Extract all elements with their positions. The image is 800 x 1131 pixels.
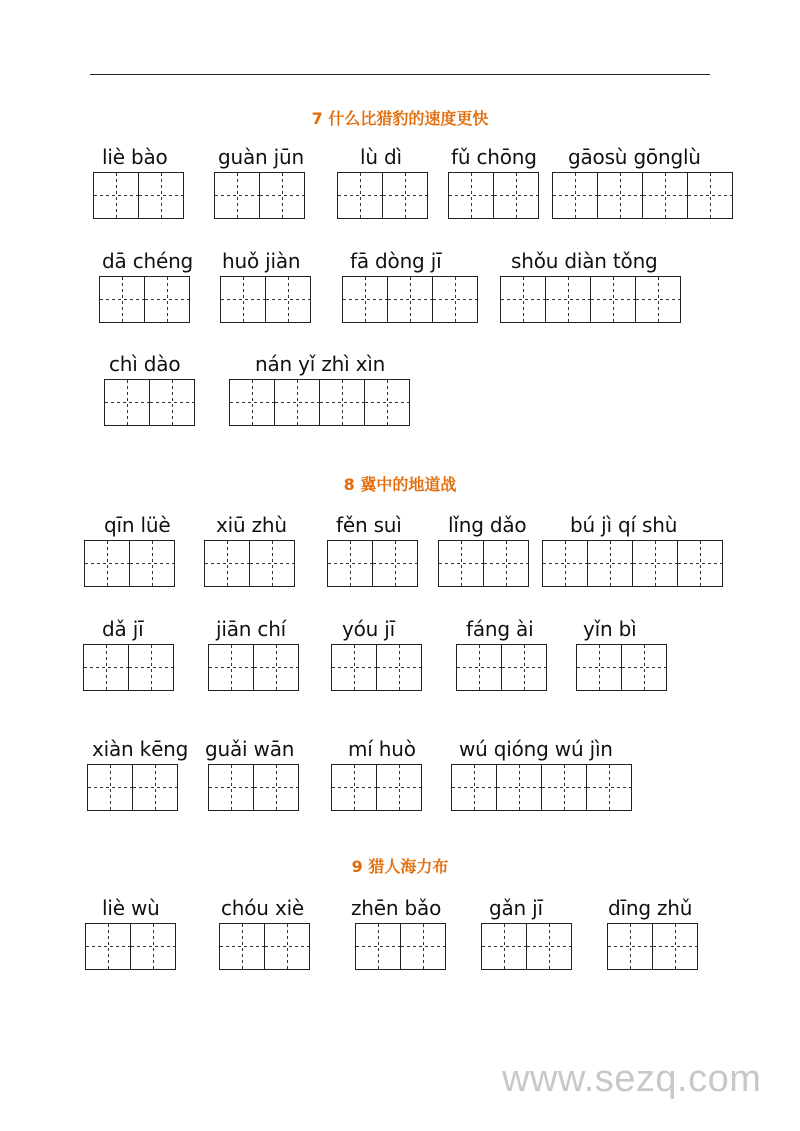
word-item — [576, 616, 667, 691]
character-box[interactable] — [433, 277, 478, 322]
word-item — [438, 512, 529, 587]
writing-grid — [500, 276, 681, 323]
character-box[interactable] — [332, 765, 377, 810]
character-box[interactable] — [85, 541, 130, 586]
word-item — [481, 895, 572, 970]
character-box[interactable] — [230, 380, 275, 425]
pinyin-label: bú jì qí shù — [570, 513, 678, 537]
writing-grid — [83, 644, 174, 691]
pinyin-label: dā chéng — [102, 249, 194, 273]
pinyin-label: huǒ jiàn — [222, 249, 301, 273]
writing-grid — [208, 644, 299, 691]
word-item — [204, 512, 295, 587]
word-item — [220, 248, 311, 323]
word-item — [208, 616, 299, 691]
character-box[interactable] — [88, 765, 133, 810]
pinyin-label: shǒu diàn tǒng — [511, 249, 658, 273]
character-box[interactable] — [215, 173, 260, 218]
pinyin-label: jiān chí — [216, 617, 287, 641]
word-item — [83, 616, 174, 691]
writing-grid — [208, 764, 299, 811]
character-box[interactable] — [502, 645, 547, 690]
character-box[interactable] — [133, 765, 178, 810]
section-title-7: 7 什么比猎豹的速度更快 — [311, 109, 489, 128]
writing-grid — [93, 172, 184, 219]
character-box[interactable] — [100, 277, 145, 322]
character-box[interactable] — [265, 924, 310, 969]
character-box[interactable] — [150, 380, 195, 425]
character-box[interactable] — [343, 277, 388, 322]
character-box[interactable] — [497, 765, 542, 810]
character-box[interactable] — [84, 645, 129, 690]
pinyin-label: liè wù — [102, 896, 160, 920]
character-box[interactable] — [643, 173, 688, 218]
word-item — [331, 736, 422, 811]
character-box[interactable] — [356, 924, 401, 969]
pinyin-label: dǎ jī — [102, 617, 144, 641]
pinyin-label: liè bào — [102, 145, 168, 169]
character-box[interactable] — [139, 173, 184, 218]
character-box[interactable] — [266, 277, 311, 322]
writing-grid — [552, 172, 733, 219]
word-item — [104, 351, 195, 426]
writing-grid — [87, 764, 178, 811]
character-box[interactable] — [209, 645, 254, 690]
character-box[interactable] — [688, 173, 733, 218]
writing-grid — [331, 644, 422, 691]
writing-grid — [219, 923, 310, 970]
character-box[interactable] — [105, 380, 150, 425]
character-box[interactable] — [653, 924, 698, 969]
character-box[interactable] — [484, 541, 529, 586]
pinyin-label: yǐn bì — [583, 617, 637, 641]
writing-grid — [214, 172, 305, 219]
writing-grid — [104, 379, 195, 426]
pinyin-label: fáng ài — [466, 617, 534, 641]
character-box[interactable] — [383, 173, 428, 218]
pinyin-label: nán yǐ zhì xìn — [255, 352, 386, 376]
writing-grid — [331, 764, 422, 811]
pinyin-label: xiàn kēng — [92, 737, 189, 761]
character-box[interactable] — [388, 277, 433, 322]
character-box[interactable] — [678, 541, 723, 586]
word-item — [552, 144, 733, 219]
writing-grid — [607, 923, 698, 970]
pinyin-label: guǎi wān — [205, 737, 295, 761]
character-box[interactable] — [129, 645, 174, 690]
word-item — [229, 351, 410, 426]
character-box[interactable] — [250, 541, 295, 586]
character-box[interactable] — [598, 173, 643, 218]
character-box[interactable] — [608, 924, 653, 969]
pinyin-label: yóu jī — [342, 617, 396, 641]
character-box[interactable] — [527, 924, 572, 969]
character-box[interactable] — [577, 645, 622, 690]
word-item — [500, 248, 681, 323]
character-box[interactable] — [275, 380, 320, 425]
character-box[interactable] — [377, 765, 422, 810]
word-item — [451, 736, 632, 811]
writing-grid — [85, 923, 176, 970]
writing-grid — [451, 764, 632, 811]
pinyin-label: mí huò — [348, 737, 416, 761]
word-item — [542, 512, 723, 587]
character-box[interactable] — [338, 173, 383, 218]
watermark: www.sezq.com — [502, 1058, 762, 1100]
word-item — [448, 144, 539, 219]
character-box[interactable] — [457, 645, 502, 690]
writing-grid — [99, 276, 190, 323]
writing-grid — [229, 379, 410, 426]
word-item — [87, 736, 188, 811]
word-item — [351, 895, 446, 970]
word-item — [607, 895, 698, 970]
writing-grid — [84, 540, 175, 587]
section-title-9: 9 猎人海力布 — [351, 857, 449, 876]
word-item — [331, 616, 422, 691]
character-box[interactable] — [145, 277, 190, 322]
character-box[interactable] — [131, 924, 176, 969]
pinyin-label: gāosù gōnglù — [568, 145, 701, 169]
writing-grid — [438, 540, 529, 587]
character-box[interactable] — [633, 541, 678, 586]
writing-grid — [337, 172, 428, 219]
pinyin-label: qīn lüè — [104, 513, 171, 537]
character-box[interactable] — [254, 765, 299, 810]
word-item — [219, 895, 310, 970]
character-box[interactable] — [494, 173, 539, 218]
character-box[interactable] — [260, 173, 305, 218]
character-box[interactable] — [221, 277, 266, 322]
pinyin-label: xiū zhù — [216, 513, 287, 537]
character-box[interactable] — [636, 277, 681, 322]
word-item — [342, 248, 478, 323]
writing-grid — [327, 540, 418, 587]
character-box[interactable] — [439, 541, 484, 586]
pinyin-label: dīng zhǔ — [608, 896, 693, 920]
character-box[interactable] — [373, 541, 418, 586]
word-item — [85, 895, 176, 970]
character-box[interactable] — [543, 541, 588, 586]
word-item — [214, 144, 305, 219]
character-box[interactable] — [328, 541, 373, 586]
pinyin-label: lù dì — [360, 145, 402, 169]
pinyin-label: fā dòng jī — [350, 249, 442, 273]
writing-grid — [576, 644, 667, 691]
pinyin-label: lǐng dǎo — [448, 513, 527, 537]
character-box[interactable] — [220, 924, 265, 969]
character-box[interactable] — [622, 645, 667, 690]
section-title-8: 8 冀中的地道战 — [343, 475, 457, 494]
character-box[interactable] — [365, 380, 410, 425]
pinyin-label: guàn jūn — [218, 145, 304, 169]
pinyin-label: fěn suì — [336, 513, 402, 537]
writing-grid — [456, 644, 547, 691]
character-box[interactable] — [130, 541, 175, 586]
word-item — [84, 512, 175, 587]
word-item — [93, 144, 184, 219]
character-box[interactable] — [588, 541, 633, 586]
character-box[interactable] — [401, 924, 446, 969]
character-box[interactable] — [449, 173, 494, 218]
character-box[interactable] — [546, 277, 591, 322]
character-box[interactable] — [86, 924, 131, 969]
character-box[interactable] — [482, 924, 527, 969]
word-item — [456, 616, 547, 691]
character-box[interactable] — [542, 765, 587, 810]
writing-grid — [448, 172, 539, 219]
character-box[interactable] — [254, 645, 299, 690]
character-box[interactable] — [452, 765, 497, 810]
pinyin-label: chóu xiè — [221, 896, 305, 920]
pinyin-label: chì dào — [109, 352, 181, 376]
pinyin-label: zhēn bǎo — [351, 896, 442, 920]
writing-grid — [220, 276, 311, 323]
character-box[interactable] — [587, 765, 632, 810]
writing-grid — [342, 276, 478, 323]
word-item — [205, 736, 299, 811]
word-item — [99, 248, 193, 323]
pinyin-label: gǎn jī — [489, 896, 543, 920]
character-box[interactable] — [553, 173, 598, 218]
character-box[interactable] — [501, 277, 546, 322]
writing-grid — [355, 923, 446, 970]
character-box[interactable] — [94, 173, 139, 218]
pinyin-label: fǔ chōng — [451, 145, 537, 169]
character-box[interactable] — [591, 277, 636, 322]
character-box[interactable] — [377, 645, 422, 690]
pinyin-label: wú qióng wú jìn — [459, 737, 613, 761]
character-box[interactable] — [205, 541, 250, 586]
character-box[interactable] — [209, 765, 254, 810]
character-box[interactable] — [332, 645, 377, 690]
word-item — [327, 512, 418, 587]
word-item — [337, 144, 428, 219]
writing-grid — [481, 923, 572, 970]
character-box[interactable] — [320, 380, 365, 425]
writing-grid — [542, 540, 723, 587]
writing-grid — [204, 540, 295, 587]
top-rule — [90, 74, 710, 75]
